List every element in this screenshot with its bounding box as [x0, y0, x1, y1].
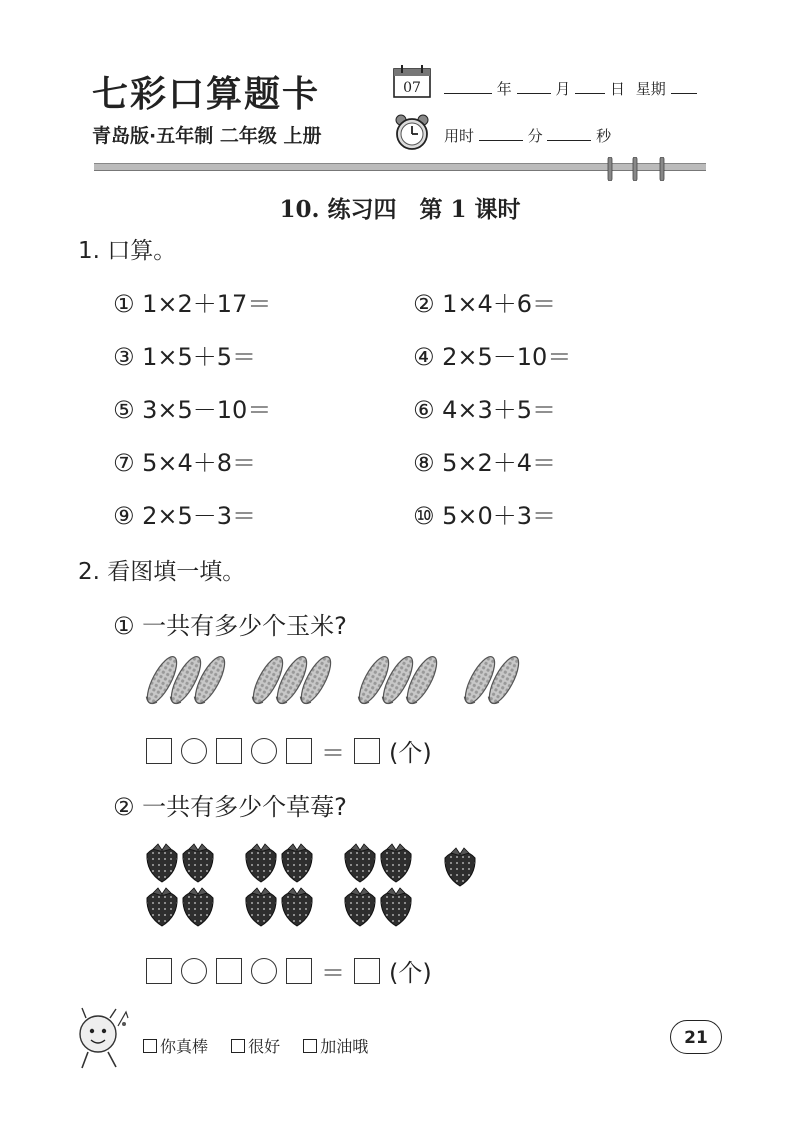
strawberry-equation [146, 953, 441, 988]
corn-picture [140, 652, 540, 708]
operator-circle[interactable] [181, 738, 207, 764]
calc-item[interactable]: ② 1×4＋6＝ [413, 290, 557, 318]
strawberry-group-2 [246, 844, 312, 926]
answer-box[interactable] [286, 958, 312, 984]
seconds-blank[interactable] [547, 126, 591, 141]
strawberry-icon [246, 844, 276, 882]
strawberry-icon [183, 888, 213, 926]
alarm-clock-icon [393, 113, 431, 151]
strawberry-question: ② 一共有多少个草莓? [113, 793, 347, 821]
calc-item[interactable]: ⑨ 2×5－3＝ [113, 502, 257, 530]
day-blank[interactable] [575, 79, 605, 94]
lesson-title: 10. 练习四 第 1 课时 [279, 196, 521, 223]
minutes-blank[interactable] [479, 126, 523, 141]
binder-ring-icon [607, 157, 613, 181]
result-box[interactable] [354, 958, 380, 984]
operator-circle[interactable] [251, 738, 277, 764]
strawberry-icon [282, 888, 312, 926]
binder-ring-icon [659, 157, 665, 181]
calc-item[interactable]: ⑦ 5×4＋8＝ [113, 449, 257, 477]
answer-box[interactable] [286, 738, 312, 764]
calc-item[interactable]: ④ 2×5－10＝ [413, 343, 572, 371]
answer-box[interactable] [146, 738, 172, 764]
time-line [444, 125, 611, 146]
praise-label: 你真棒 [160, 1037, 209, 1056]
minutes-label: 分 [527, 127, 543, 145]
strawberry-icon [381, 888, 411, 926]
question-1-heading: 1. 口算。 [78, 238, 177, 264]
strawberry-icon [445, 848, 475, 886]
answer-box[interactable] [216, 738, 242, 764]
unit-label: (个) [389, 739, 432, 767]
equals-sign: ＝ [321, 959, 345, 987]
corn-group-3 [354, 653, 442, 707]
brand-title: 七彩口算题卡 [92, 73, 321, 115]
mascot-icon [68, 1004, 138, 1074]
result-box[interactable] [354, 738, 380, 764]
strawberry-icon [147, 844, 177, 882]
equals-sign: ＝ [321, 739, 345, 767]
strawberry-picture [140, 834, 500, 934]
month-label: 月 [555, 80, 571, 98]
operator-circle[interactable] [251, 958, 277, 984]
year-blank[interactable] [444, 79, 492, 94]
strawberry-icon [282, 844, 312, 882]
calc-item[interactable]: ① 1×2＋17＝ [113, 290, 272, 318]
strawberry-icon [345, 844, 375, 882]
question-2-heading: 2. 看图填一填。 [78, 559, 246, 585]
strawberry-icon [381, 844, 411, 882]
unit-label: (个) [389, 959, 432, 987]
strawberry-group-3 [345, 844, 411, 926]
strawberry-group-4 [445, 848, 475, 886]
strawberry-icon [345, 888, 375, 926]
praise-option[interactable] [143, 1037, 208, 1056]
strawberry-icon [147, 888, 177, 926]
praise-label: 很好 [248, 1037, 281, 1056]
binder-ring-icon [632, 157, 638, 181]
corn-equation [146, 733, 441, 768]
page-number: 21 [670, 1020, 722, 1054]
corn-group-4 [460, 653, 524, 707]
calc-item[interactable]: ⑧ 5×2＋4＝ [413, 449, 557, 477]
time-used-label: 用时 [444, 127, 475, 145]
strawberry-icon [246, 888, 276, 926]
praise-label: 加油哦 [320, 1037, 369, 1056]
month-blank[interactable] [517, 79, 551, 94]
date-line [444, 78, 697, 99]
praise-options [143, 1034, 368, 1057]
answer-box[interactable] [146, 958, 172, 984]
praise-checkbox[interactable] [303, 1039, 317, 1053]
year-label: 年 [496, 80, 512, 98]
praise-option[interactable] [303, 1037, 368, 1056]
corn-group-1 [142, 653, 230, 707]
calendar-day: 07 [403, 80, 421, 96]
calc-item[interactable]: ⑩ 5×0＋3＝ [413, 502, 557, 530]
weekday-blank[interactable] [671, 79, 697, 94]
strawberry-group-1 [147, 844, 213, 926]
corn-group-2 [248, 653, 336, 707]
edition-label: 青岛版·五年制 二年级 上册 [92, 125, 322, 147]
calc-item[interactable]: ⑤ 3×5－10＝ [113, 396, 272, 424]
corn-question: ① 一共有多少个玉米? [113, 612, 347, 640]
header-divider [94, 163, 706, 171]
strawberry-icon [183, 844, 213, 882]
weekday-label: 星期 [635, 80, 666, 98]
praise-option[interactable] [231, 1037, 280, 1056]
answer-box[interactable] [216, 958, 242, 984]
calendar-icon [393, 64, 431, 98]
calc-item[interactable]: ③ 1×5＋5＝ [113, 343, 257, 371]
seconds-label: 秒 [596, 127, 612, 145]
praise-checkbox[interactable] [143, 1039, 157, 1053]
praise-checkbox[interactable] [231, 1039, 245, 1053]
calc-item[interactable]: ⑥ 4×3＋5＝ [413, 396, 557, 424]
operator-circle[interactable] [181, 958, 207, 984]
day-label: 日 [609, 80, 625, 98]
